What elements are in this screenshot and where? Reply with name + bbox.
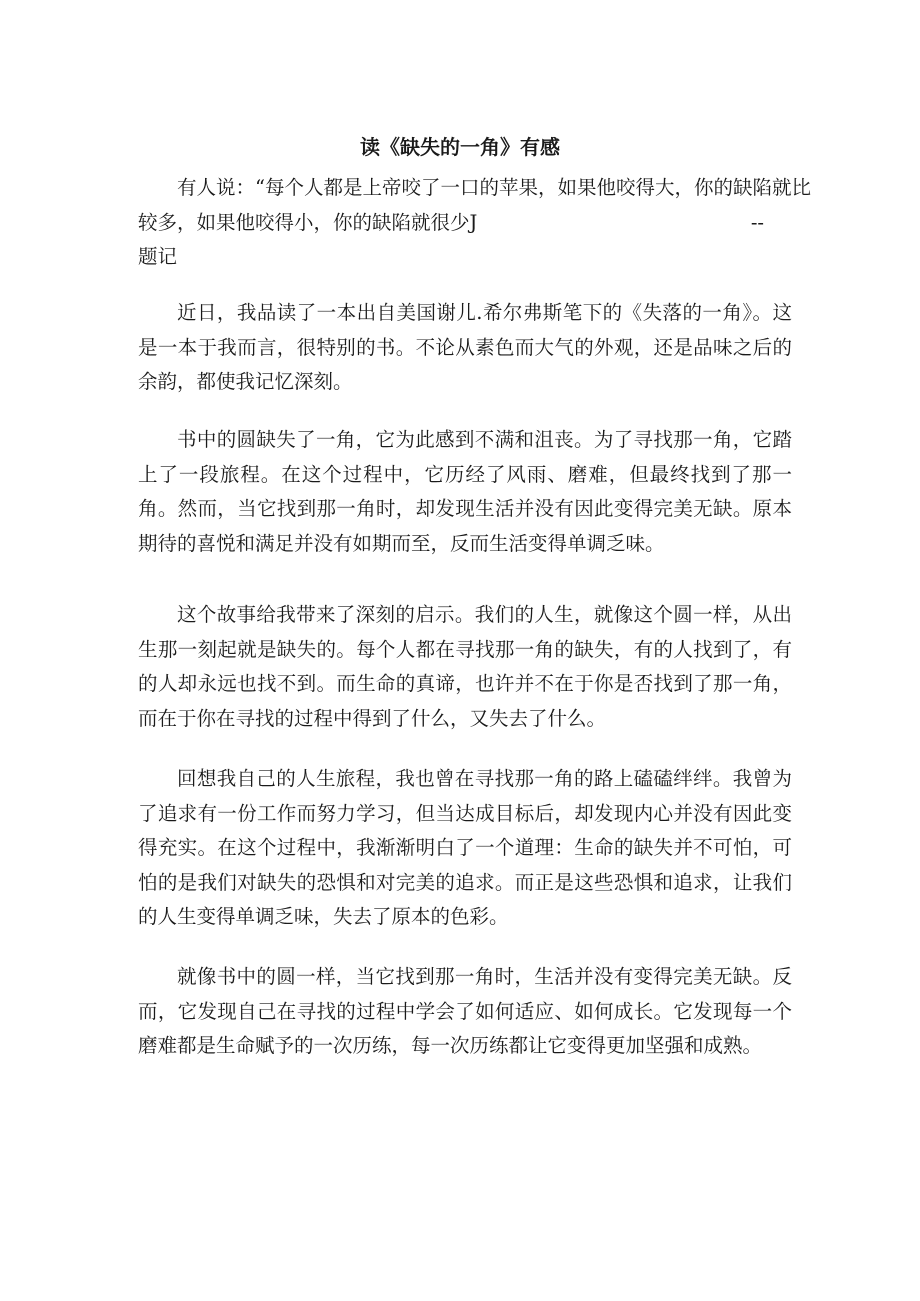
document-title: 读《缺失的一角》有感 <box>360 135 560 160</box>
epigraph-line-2 <box>138 206 792 241</box>
epigraph-line-1: 有人说：“每个人都是上帝咬了一口的苹果，如果他咬得大，你的缺陷就比 <box>177 176 811 199</box>
paragraph-5: 就像书中的圆一样，当它找到那一角时，生活并没有变得完美无缺。反而，它发现自己在寻找的过程中学会了如何适应、如何成长。它发现每一个磨难都是生命赋予的一次历练，每一次历练都让它变得更加坚强和成熟。 <box>138 965 792 1057</box>
epigraph-dash: -- <box>750 210 764 234</box>
paragraph-4: 回想我自己的人生旅程，我也曾在寻找那一角的路上磕磕绊绊。我曾为了追求有一份工作而努力学习，但当达成目标后，却发现内心并没有因此变得充实。在这个过程中，我渐渐明白了一个道理：生命的缺失并不可怕，可怕的是我们对缺失的恐惧和对完美的追求。而正是这些恐惧和追求，让我们的人生变得单调乏味，失去了原本的色彩。 <box>138 767 792 928</box>
paragraph-1: 近日，我品读了一本出自美国谢儿.希尔弗斯笔下的《失落的一角》。这是一本于我而言，很特别的书。不论从素色而大气的外观，还是品味之后的余韵，都使我记忆深刻。 <box>138 301 792 393</box>
paragraph-3: 这个故事给我带来了深刻的启示。我们的人生，就像这个圆一样，从出生那一刻起就是缺失的。每个人都在寻找那一角的缺失，有的人找到了，有的人却永远也找不到。而生命的真谛，也许并不在于你是否找到了那一角，而在于你在寻找的过程中得到了什么，又失去了什么。 <box>138 603 792 730</box>
epigraph-line-2-text: 较多，如果他咬得小，你的缺陷就很少J <box>138 210 478 234</box>
epigraph <box>138 171 811 275</box>
paragraph-2: 书中的圆缺失了一角，它为此感到不满和沮丧。为了寻找那一角，它踏上了一段旅程。在这个过程中，它历经了风雨、磨难，但最终找到了那一角。然而，当它找到那一角时，却发现生活并没有因此变得完美无缺。原本期待的喜悦和满足并没有如期而至，反而生活变得单调乏味。 <box>138 428 792 555</box>
epigraph-signature: 题记 <box>138 245 178 268</box>
